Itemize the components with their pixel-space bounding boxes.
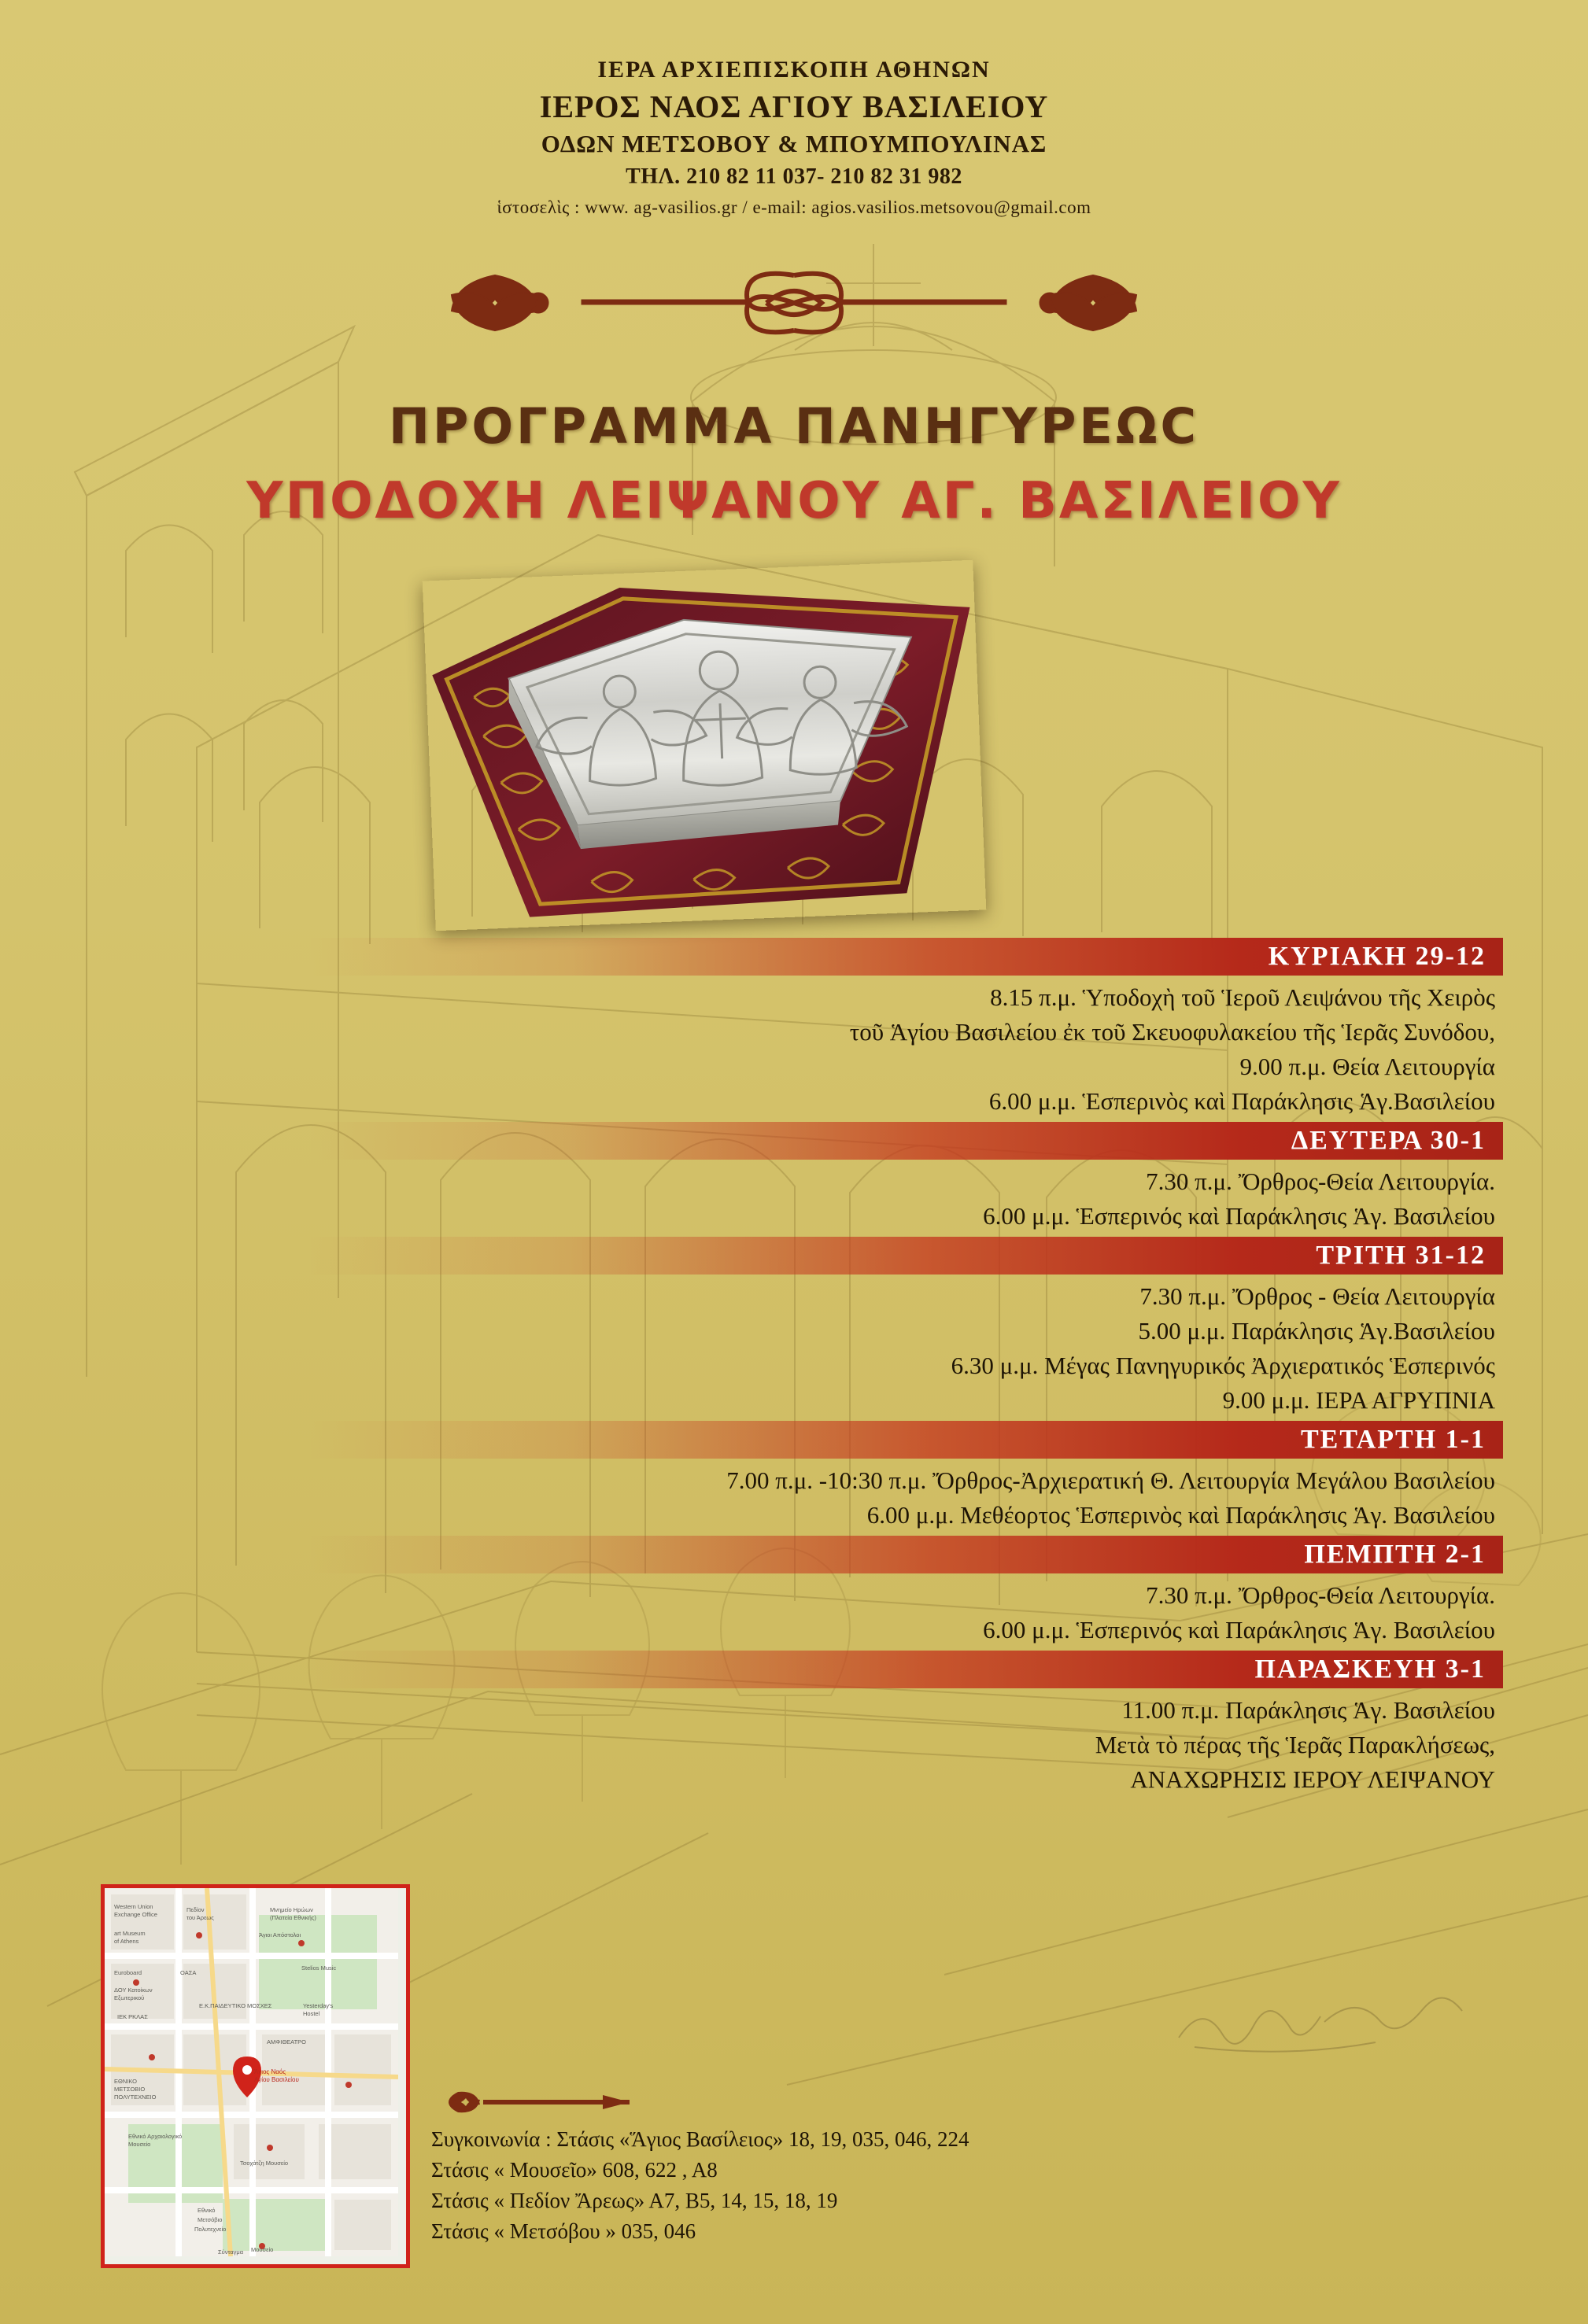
svg-text:art Museum: art Museum [114, 1930, 146, 1937]
schedule-entry: 9.00 μ.μ. ΙΕΡΑ ΑΓΡΥΠΝΙΑ [1222, 1386, 1495, 1415]
day-header-band [307, 1237, 1503, 1275]
schedule-entry: 11.00 π.μ. Παράκλησις Ἁγ. Βασιλείου [1121, 1696, 1495, 1725]
svg-text:Άγιοι Απόστολοι: Άγιοι Απόστολοι [259, 1931, 301, 1939]
svg-text:Πεδίον: Πεδίον [186, 1906, 205, 1913]
day-label: ΔΕΥΤΕΡΑ 30-1 [1291, 1126, 1486, 1156]
transport-line: Συγκοινωνία : Στάσις «Ἅγιος Βασίλειος» 18, 19, 035, 046, 224 [431, 2127, 969, 2151]
schedule-entry: 7.30 π.μ. Ὄρθρος - Θεία Λειτουργία [1139, 1282, 1495, 1311]
schedule-entry: 7.30 π.μ. Ὄρθρος-Θεία Λειτουργία. [1146, 1168, 1495, 1196]
svg-text:ΠΟΛΥΤΕΧΝΕΙΟ: ΠΟΛΥΤΕΧΝΕΙΟ [114, 2093, 157, 2101]
svg-text:Μετσόβιο: Μετσόβιο [198, 2216, 223, 2223]
day-header-band [307, 1122, 1503, 1160]
transport-line: Στάσις « Πεδίον Ἄρεως» Α7, Β5, 14, 15, 18, 19 [431, 2189, 838, 2213]
svg-text:Μουσείο: Μουσείο [128, 2141, 151, 2148]
transport-info [431, 2124, 969, 2248]
schedule-entry: 8.15 π.μ. Ὑποδοχὴ τοῦ Ἱεροῦ Λειψάνου τῆς Χειρὸς [990, 983, 1495, 1011]
schedule-day-group [307, 1536, 1503, 1647]
schedule-entry: 6.00 μ.μ. Ἑσπερινός καὶ Παράκλησις Ἁγ. Βασιλείου [983, 1616, 1495, 1644]
schedule-entry: Μετὰ τὸ πέρας τῆς Ἱερᾶς Παρακλήσεως, [1095, 1731, 1495, 1759]
small-flourish-icon [449, 2089, 630, 2116]
day-label: ΠΑΡΑΣΚΕΥΗ 3-1 [1254, 1654, 1486, 1684]
schedule-entry: τοῦ Ἁγίου Βασιλείου ἐκ τοῦ Σκευοφυλακείου τῆς Ἱερᾶς Συνόδου, [849, 1018, 1495, 1046]
flourish-icon [243, 260, 1345, 346]
schedule-entry: 9.00 π.μ. Θεία Λειτουργία [1239, 1053, 1495, 1081]
svg-text:Western Union: Western Union [114, 1903, 153, 1910]
page-title: ΠΡΟΓΡΑΜΜΑ ΠΑΝΗΓΥΡΕΩϹ [389, 397, 1199, 455]
transport-line: Στάσις « Μουσεῖο» 608, 622 , Α8 [431, 2158, 718, 2182]
schedule-entry: 7.30 π.μ. Ὄρθρος-Θεία Λειτουργία. [1146, 1581, 1495, 1610]
transport-line: Στάσις « Μετσόβου » 035, 046 [431, 2219, 696, 2244]
svg-text:Stelios Music: Stelios Music [301, 1964, 337, 1972]
svg-text:Αγίου Βασιλείου: Αγίου Βασιλείου [254, 2076, 299, 2083]
day-label: ΚΥΡΙΑΚΗ 29-12 [1268, 942, 1486, 971]
day-label: ΠΕΜΠΤΗ 2-1 [1304, 1540, 1486, 1570]
svg-text:Πολυτεχνείο: Πολυτεχνείο [194, 2226, 227, 2233]
day-header-band [307, 1536, 1503, 1573]
svg-text:Εθνικό Αρχαιολογικό: Εθνικό Αρχαιολογικό [128, 2133, 183, 2140]
svg-text:ΜΕΤΣΟΒΙΟ: ΜΕΤΣΟΒΙΟ [114, 2086, 146, 2093]
schedule-entry: 6.00 μ.μ. Ἑσπερινὸς καὶ Παράκλησις Ἁγ.Βασιλείου [988, 1087, 1495, 1116]
svg-text:Yesterday's: Yesterday's [303, 2002, 334, 2009]
day-header-band [307, 938, 1503, 976]
schedule-entry: 6.00 μ.μ. Μεθέορτος Ἑσπερινὸς καὶ Παράκλησις Ἁγ. Βασιλείου [866, 1501, 1495, 1529]
day-header-band [307, 1421, 1503, 1459]
location-map[interactable] [101, 1884, 410, 2268]
header-line-address: ΟΔΩΝ ΜΕΤΣΟΒΟΥ & ΜΠΟΥΜΠΟΥΛΙΝΑΣ [541, 130, 1047, 157]
day-label: ΤΡΙΤΗ 31-12 [1316, 1241, 1486, 1271]
schedule-day-group [307, 938, 1503, 1119]
svg-text:ΔΟΥ Κατοίκων: ΔΟΥ Κατοίκων [114, 1986, 153, 1994]
schedule-day-group [307, 1122, 1503, 1234]
svg-text:of Athens: of Athens [114, 1938, 139, 1945]
svg-text:Εξωτερικού: Εξωτερικού [114, 1994, 145, 2001]
day-label: ΤΕΤΑΡΤΗ 1-1 [1301, 1425, 1486, 1455]
svg-text:Hostel: Hostel [303, 2010, 320, 2017]
svg-text:ΕΘΝΙΚΟ: ΕΘΝΙΚΟ [114, 2078, 137, 2085]
relic-photograph [423, 560, 987, 931]
schedule-entry: 5.00 μ.μ. Παράκλησις Ἁγ.Βασιλείου [1138, 1317, 1495, 1345]
schedule-day-group [307, 1237, 1503, 1418]
header-line-phone: ΤΗΛ. 210 82 11 037- 210 82 31 982 [626, 164, 962, 189]
header-line-church-name: ΙΕΡΟΣ ΝΑΟΣ ΑΓΙΟΥ ΒΑΣΙΛΕΙΟΥ [539, 89, 1049, 124]
schedule-day-group [307, 1421, 1503, 1533]
schedule-entry: 7.00 π.μ. -10:30 π.μ. Ὄρθρος-Ἀρχιερατική Θ. Λειτουργία Μεγάλου Βασιλείου [726, 1466, 1495, 1495]
schedule-entry: 6.00 μ.μ. Ἑσπερινός καὶ Παράκλησις Ἁγ. Βασιλείου [983, 1202, 1495, 1230]
handwriting-scribble [1171, 1990, 1501, 2061]
svg-text:ΙΕΚ ΡΚΛΑΣ: ΙΕΚ ΡΚΛΑΣ [117, 2013, 148, 2020]
svg-text:Μουσείο: Μουσείο [251, 2246, 274, 2253]
schedule-entry: 6.30 μ.μ. Μέγας Πανηγυρικός Ἀρχιερατικός Ἑσπερινός [951, 1352, 1495, 1380]
schedule-entry: ΑΝΑΧΩΡΗΣΙΣ ΙΕΡΟΥ ΛΕΙΨΑΝΟΥ [1130, 1765, 1495, 1794]
header-line-web-email: ἱστοσελὶς : www. ag-vasilios.gr / e-mail: agios.vasilios.metsovou@gmail.com [497, 197, 1091, 217]
day-header-band [307, 1651, 1503, 1688]
ornament-divider [0, 260, 1588, 346]
header-line-archdiocese: ΙΕΡΑ ΑΡΧΙΕΠΙΣΚΟΠΗ ΑΘΗΝΩΝ [597, 57, 991, 83]
svg-text:ΑΜΦΙΘΕΑΤΡΟ: ΑΜΦΙΘΕΑΤΡΟ [267, 2038, 307, 2045]
svg-text:Άγιος Ναός: Άγιος Ναός [254, 2068, 286, 2075]
svg-text:Exchange Office: Exchange Office [114, 1911, 157, 1918]
svg-text:του Άρεως: του Άρεως [186, 1914, 214, 1921]
svg-text:Euroboard: Euroboard [114, 1969, 142, 1976]
svg-text:ΟΑΣΑ: ΟΑΣΑ [180, 1969, 197, 1976]
schedule-day-group [307, 1651, 1503, 1797]
svg-text:Ε.Κ.ΠΑΙΔΕΥΤΙΚΟ ΜΟΣΧΕΣ: Ε.Κ.ΠΑΙΔΕΥΤΙΚΟ ΜΟΣΧΕΣ [199, 2002, 272, 2009]
svg-text:(Πλατεία Εθνικής): (Πλατεία Εθνικής) [270, 1914, 316, 1921]
schedule-list [307, 935, 1503, 1798]
header-block [0, 57, 1588, 218]
map-image[interactable] [105, 1888, 398, 2256]
svg-text:Μνημείο Ηρώων: Μνημείο Ηρώων [270, 1906, 313, 1913]
page-subtitle: ΥΠΟΔΟΧΗ ΛΕΙΨΑΝΟΥ ΑΓ. ΒΑΣΙΛΕΙΟΥ [246, 472, 1342, 530]
svg-text:Σύνταγμα: Σύνταγμα [218, 2248, 244, 2256]
svg-text:Εθνικό: Εθνικό [198, 2207, 216, 2214]
svg-text:Τσοχάτζη Μουσείο: Τσοχάτζη Μουσείο [240, 2160, 289, 2167]
